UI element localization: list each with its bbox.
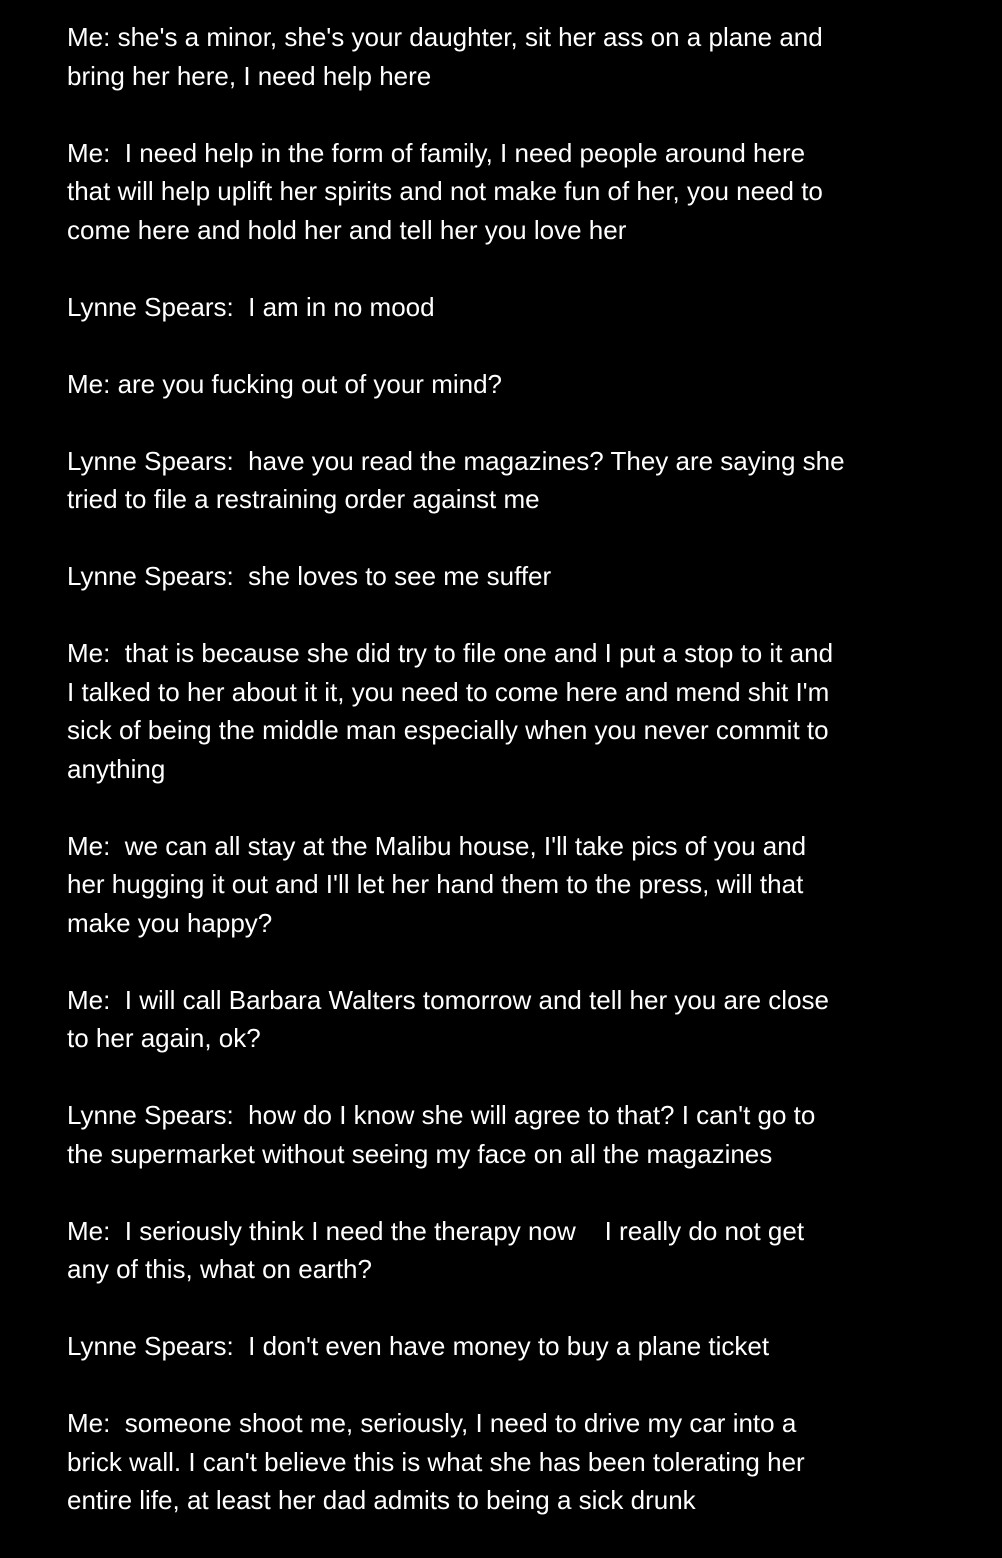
message-8: Me: we can all stay at the Malibu house, I'll take pics of you and her hugging it out and I'll let her hand them to the press, will that make you happy? [67,830,807,938]
message-6: Lynne Spears: she loves to see me suffer [67,561,552,591]
message-12: Lynne Spears: I don't even have money to buy a plane ticket [67,1331,770,1361]
message-11: Me: I seriously think I need the therapy now I really do not get any of this, what on earth? [67,1215,805,1284]
chat-transcript [67,18,947,1558]
message-7: Me: that is because she did try to file one and I put a stop to it and I talked to her about it it, you need to come here and mend shit I'm sick of being the middle man especially when you never commit to anything [67,638,834,784]
message-5: Lynne Spears: have you read the magazines? They are saying she tried to file a restraining order against me [67,445,845,514]
message-10: Lynne Spears: how do I know she will agree to that? I can't go to the supermarket without seeing my face on all the magazines [67,1100,816,1169]
message-3: Lynne Spears: I am in no mood [67,291,435,322]
message-2: Me: I need help in the form of family, I need people around here that will help uplift her spirits and not make fun of her, you need to come here and hold her and tell her you love her [67,137,823,245]
message-4: Me: are you fucking out of your mind? [67,368,503,399]
message-9: Me: I will call Barbara Walters tomorrow and tell her you are close to her again, ok? [67,984,829,1053]
message-13: Me: someone shoot me, seriously, I need to drive my car into a brick wall. I can't believe this is what she has been tolerating her entire life, at least her dad admits to being a sick drunk [67,1408,805,1515]
message-1: Me: she's a minor, she's your daughter, sit her ass on a plane and bring her here, I need help here [67,22,823,91]
